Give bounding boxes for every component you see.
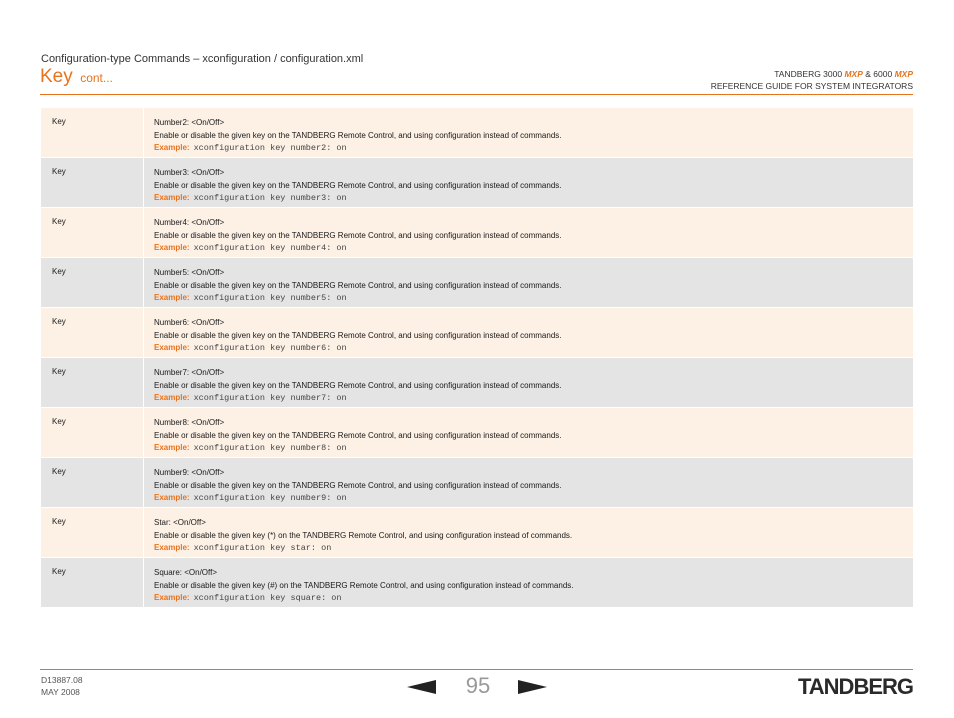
- example-line: [154, 592, 913, 605]
- description-cell: [144, 458, 913, 507]
- example-code: xconfiguration key square: on: [193, 593, 342, 603]
- product-mxp-2: MXP: [894, 69, 913, 79]
- parameter-description: Enable or disable the given key on the TANDBERG Remote Control, and using configuration instead of commands.: [154, 430, 562, 440]
- example-code: xconfiguration key number7: on: [193, 393, 347, 403]
- description-cell: [144, 158, 913, 207]
- product-name: [711, 68, 913, 80]
- example-code: xconfiguration key number9: on: [193, 493, 347, 503]
- example-code: xconfiguration key number6: on: [193, 343, 347, 353]
- table-row: [41, 108, 913, 158]
- table-row: [41, 258, 913, 308]
- arrow-right-icon[interactable]: [518, 680, 547, 694]
- parameter-name: Number6: <On/Off>: [154, 318, 225, 327]
- description-cell: [144, 358, 913, 407]
- product-subtitle: REFERENCE GUIDE FOR SYSTEM INTEGRATORS: [710, 81, 913, 91]
- example-label: Example:: [154, 293, 190, 302]
- example-line: [154, 292, 913, 305]
- parameter-name: Number5: <On/Off>: [154, 268, 225, 277]
- parameter-name: Number8: <On/Off>: [154, 418, 225, 427]
- parameter-description: Enable or disable the given key (#) on the TANDBERG Remote Control, and using configuration instead of commands.: [154, 580, 574, 590]
- doc-date: MAY 2008: [41, 687, 80, 697]
- key-cell: Key: [41, 258, 144, 307]
- table-row: [41, 508, 913, 558]
- description-cell: [144, 408, 913, 457]
- key-cell: Key: [41, 108, 144, 157]
- page-title-main: Key: [40, 66, 73, 87]
- table-row: [41, 458, 913, 508]
- parameter-description: Enable or disable the given key on the TANDBERG Remote Control, and using configuration instead of commands.: [154, 230, 562, 240]
- example-label: Example:: [154, 343, 190, 352]
- example-line: [154, 242, 913, 255]
- parameter-description: Enable or disable the given key on the TANDBERG Remote Control, and using configuration instead of commands.: [154, 380, 562, 390]
- key-cell: Key: [41, 458, 144, 507]
- example-code: xconfiguration key number8: on: [193, 443, 347, 453]
- breadcrumb: Configuration-type Commands – xconfiguration / configuration.xml: [41, 53, 364, 65]
- example-line: [154, 142, 913, 155]
- example-code: xconfiguration key number4: on: [193, 243, 347, 253]
- description-cell: [144, 308, 913, 357]
- page-title-suffix: cont...: [80, 71, 113, 85]
- document-info: [41, 674, 83, 698]
- key-cell: Key: [41, 408, 144, 457]
- key-cell: Key: [41, 508, 144, 557]
- table-row: [41, 158, 913, 208]
- product-tandberg: TANDBERG 3000: [774, 69, 843, 79]
- example-line: [154, 492, 913, 505]
- page-number: 95: [465, 673, 491, 698]
- parameter-description: Enable or disable the given key on the TANDBERG Remote Control, and using configuration instead of commands.: [154, 480, 562, 490]
- key-cell: Key: [41, 208, 144, 257]
- parameter-name: Number4: <On/Off>: [154, 218, 225, 227]
- description-cell: [144, 208, 913, 257]
- example-code: xconfiguration key star: on: [193, 543, 332, 553]
- example-label: Example:: [154, 243, 190, 252]
- product-mxp-1: MXP: [844, 69, 863, 79]
- product-header: [711, 68, 913, 92]
- parameter-name: Number2: <On/Off>: [154, 118, 225, 127]
- example-label: Example:: [154, 193, 190, 202]
- table-row: [41, 408, 913, 458]
- page-title: [40, 66, 113, 88]
- parameter-name: Square: <On/Off>: [154, 568, 218, 577]
- description-cell: [144, 108, 913, 157]
- key-cell: Key: [41, 158, 144, 207]
- description-cell: [144, 508, 913, 557]
- arrow-left-icon[interactable]: [407, 680, 436, 694]
- parameter-name: Number9: <On/Off>: [154, 468, 225, 477]
- table-row: [41, 208, 913, 258]
- doc-number: D13887.08: [41, 675, 83, 685]
- example-line: [154, 392, 913, 405]
- example-code: xconfiguration key number2: on: [193, 143, 347, 153]
- example-label: Example:: [154, 443, 190, 452]
- parameter-name: Number7: <On/Off>: [154, 368, 225, 377]
- example-line: [154, 442, 913, 455]
- parameter-description: Enable or disable the given key on the TANDBERG Remote Control, and using configuration instead of commands.: [154, 180, 562, 190]
- description-cell: [144, 558, 913, 607]
- parameter-description: Enable or disable the given key on the TANDBERG Remote Control, and using configuration instead of commands.: [154, 330, 562, 340]
- key-cell: Key: [41, 308, 144, 357]
- example-code: xconfiguration key number5: on: [193, 293, 347, 303]
- product-amp: & 6000: [862, 69, 893, 79]
- example-label: Example:: [154, 493, 190, 502]
- example-code: xconfiguration key number3: on: [193, 193, 347, 203]
- example-label: Example:: [154, 543, 190, 552]
- example-line: [154, 342, 913, 355]
- parameter-name: Number3: <On/Off>: [154, 168, 225, 177]
- table-row: [41, 308, 913, 358]
- parameter-description: Enable or disable the given key on the TANDBERG Remote Control, and using configuration instead of commands.: [154, 280, 562, 290]
- footer-divider: [40, 669, 913, 670]
- tandberg-logo: TANDBERG: [797, 674, 913, 699]
- parameter-name: Star: <On/Off>: [154, 518, 206, 527]
- table-row: [41, 358, 913, 408]
- example-label: Example:: [154, 393, 190, 402]
- description-cell: [144, 258, 913, 307]
- example-label: Example:: [154, 143, 190, 152]
- table-row: [41, 558, 913, 608]
- parameter-description: Enable or disable the given key on the TANDBERG Remote Control, and using configuration instead of commands.: [154, 130, 562, 140]
- example-line: [154, 192, 913, 205]
- key-cell: Key: [41, 358, 144, 407]
- key-cell: Key: [41, 558, 144, 607]
- command-table: [41, 108, 913, 608]
- parameter-description: Enable or disable the given key (*) on the TANDBERG Remote Control, and using configuration instead of commands.: [154, 530, 573, 540]
- example-line: [154, 542, 913, 555]
- header-divider: [40, 94, 913, 95]
- example-label: Example:: [154, 593, 190, 602]
